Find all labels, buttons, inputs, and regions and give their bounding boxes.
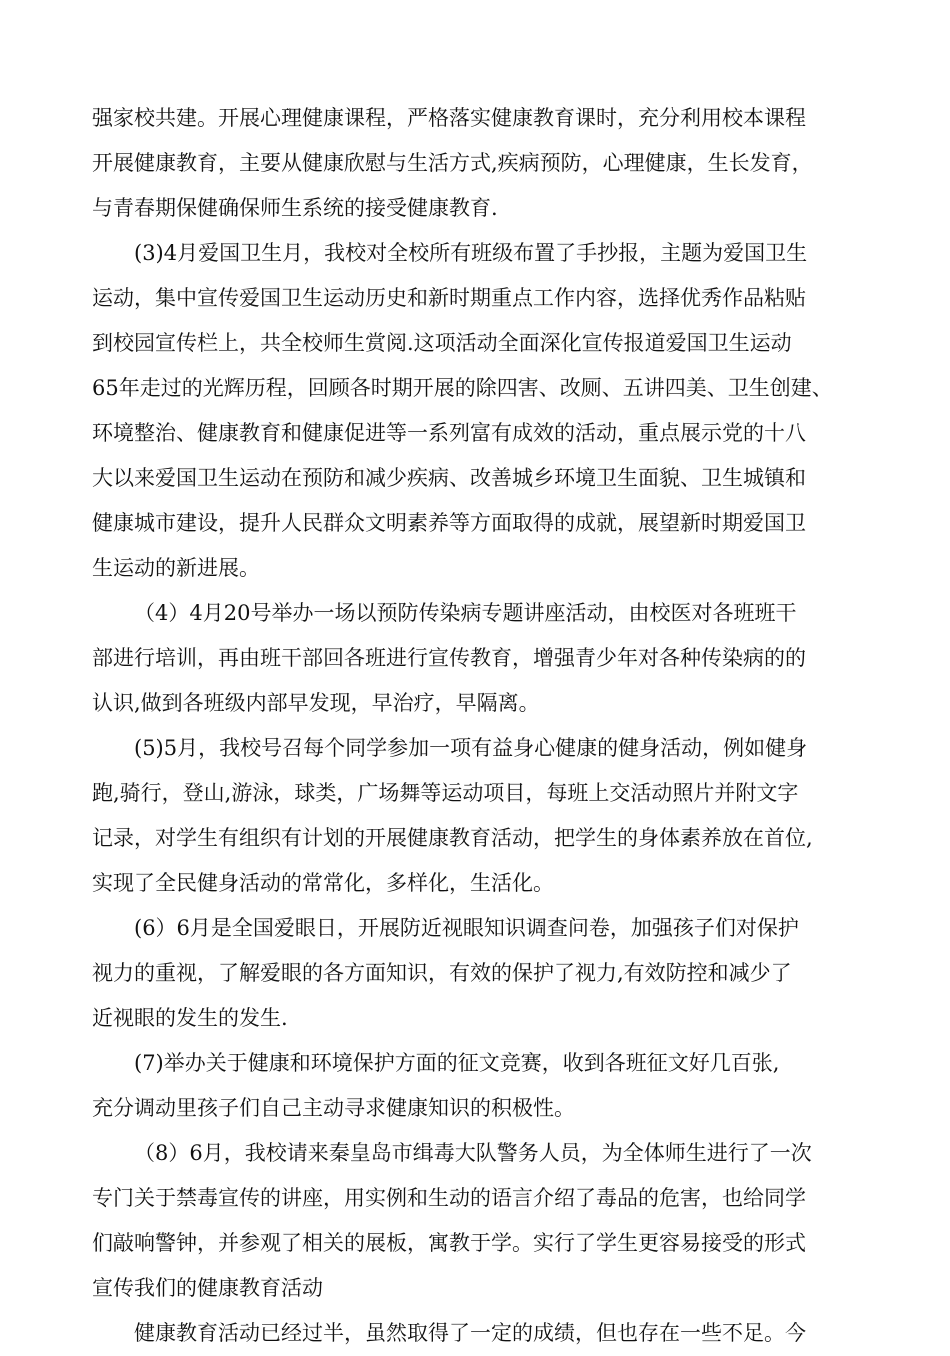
text-line: 环境整治、健康教育和健康促进等一系列富有成效的活动，重点展示党的十八	[92, 421, 806, 445]
paragraph-start-line: 健康教育活动已经过半，虽然取得了一定的成绩，但也存在一些不足。今	[134, 1321, 806, 1345]
text-line: 宣传我们的健康教育活动	[92, 1276, 323, 1300]
text-line: 跑,骑行，登山,游泳，球类，广场舞等运动项目，每班上交活动照片并附文字	[92, 781, 799, 805]
text-line: 们敲响警钟，并参观了相关的展板，寓教于学。实行了学生更容易接受的形式	[92, 1231, 806, 1255]
text-line: 65年走过的光辉历程，回顾各时期开展的除四害、改厕、五讲四美、卫生创建、	[92, 376, 833, 400]
text-line: 与青春期保健确保师生系统的接受健康教育.	[92, 196, 498, 220]
text-line: 视力的重视，了解爱眼的各方面知识，有效的保护了视力,有效防控和减少了	[92, 961, 792, 985]
text-line: 认识,做到各班级内部早发现，早治疗，早隔离。	[92, 691, 540, 715]
document-body	[92, 96, 882, 1356]
text-line: 强家校共建。开展心理健康课程，严格落实健康教育课时，充分利用校本课程	[92, 106, 806, 130]
text-line: 健康城市建设，提升人民群众文明素养等方面取得的成就，展望新时期爱国卫	[92, 511, 806, 535]
text-line: 充分调动里孩子们自己主动寻求健康知识的积极性。	[92, 1096, 575, 1120]
text-line: 部进行培训，再由班干部回各班进行宣传教育，增强青少年对各种传染病的的	[92, 646, 806, 670]
paragraph-start-line: (5)5月，我校号召每个同学参加一项有益身心健康的健身活动，例如健身	[134, 736, 808, 760]
text-line: 运动，集中宣传爱国卫生运动历史和新时期重点工作内容，选择优秀作品粘贴	[92, 286, 806, 310]
paragraph-start-line: (6）6月是全国爱眼日，开展防近视眼知识调查问卷，加强孩子们对保护	[134, 916, 799, 940]
text-line: 开展健康教育，主要从健康欣慰与生活方式,疾病预防，心理健康，生长发育，	[92, 151, 813, 175]
text-line: 记录，对学生有组织有计划的开展健康教育活动，把学生的身体素养放在首位,	[92, 826, 813, 850]
paragraph-start-line: (7)举办关于健康和环境保护方面的征文竞赛，收到各班征文好几百张,	[134, 1051, 780, 1075]
paragraph-start-line: （8）6月，我校请来秦皇岛市缉毒大队警务人员，为全体师生进行了一次	[134, 1141, 812, 1165]
text-line: 到校园宣传栏上，共全校师生赏阅.这项活动全面深化宣传报道爱国卫生运动	[92, 331, 792, 355]
text-line: 大以来爱国卫生运动在预防和减少疾病、改善城乡环境卫生面貌、卫生城镇和	[92, 466, 806, 490]
text-line: 生运动的新进展。	[92, 556, 260, 580]
text-line: 近视眼的发生的发生.	[92, 1006, 288, 1030]
text-line: 专门关于禁毒宣传的讲座，用实例和生动的语言介绍了毒品的危害，也给同学	[92, 1186, 806, 1210]
text-line: 实现了全民健身活动的常常化，多样化，生活化。	[92, 871, 554, 895]
paragraph-start-line: （4）4月20号举办一场以预防传染病专题讲座活动，由校医对各班班干	[134, 601, 797, 625]
paragraph-start-line: (3)4月爱国卫生月，我校对全校所有班级布置了手抄报，主题为爱国卫生	[134, 241, 808, 265]
